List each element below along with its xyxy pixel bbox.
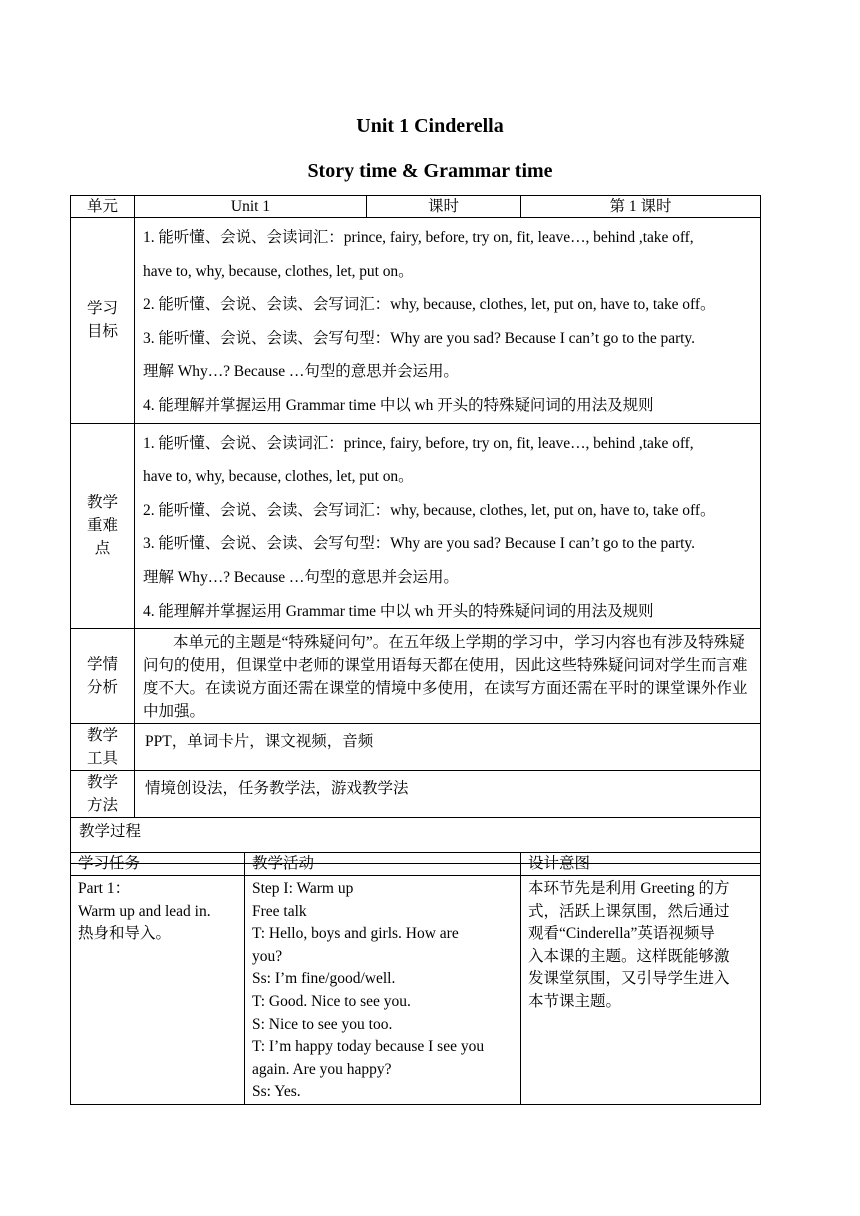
objectives-content: 1. 能听懂、会说、会读词汇：prince, fairy, before, try on, fit, leave…, behind ,take off, have to, why, because, clothes, let, put on。 2. 能听懂、会说、会读、会写词汇：why, because, clothes, let, put on, have to, take off。 3. 能听懂、会说、会读、会写句型：Why are you sad? Because I can’t go to the party. 理解 Why…? Because …句型的意思并会运用。 4. 能理解并掌握运用 Grammar time 中以 wh 开头的特殊疑问词的用法及规则: [135, 218, 761, 424]
period-label: 课时: [367, 196, 521, 218]
key-points-row: [71, 423, 761, 629]
unit-info-row: [71, 196, 761, 218]
tools-label: 教学 工具: [71, 724, 135, 771]
key-points-content: 1. 能听懂、会说、会读词汇：prince, fairy, before, try on, fit, leave…, behind ,take off, have to, why, because, clothes, let, put on。 2. 能听懂、会说、会读、会写词汇：why, because, clothes, let, put on, have to, take off。 3. 能听懂、会说、会读、会写句型：Why are you sad? Because I can’t go to the party. 理解 Why…? Because …句型的意思并会运用。 4. 能理解并掌握运用 Grammar time 中以 wh 开头的特殊疑问词的用法及规则: [135, 423, 761, 629]
period-value: 第 1 课时: [521, 196, 761, 218]
objectives-row: [71, 218, 761, 424]
tools-content: PPT，单词卡片，课文视频，音频: [135, 724, 761, 771]
header-intent: 设计意图: [521, 853, 761, 876]
unit-label: 单元: [71, 196, 135, 218]
process-label: 教学过程: [79, 823, 142, 841]
document-subtitle: Story time & Grammar time: [307, 160, 553, 182]
process-header-row: [71, 853, 761, 876]
objectives-label: 学习 目标: [71, 218, 135, 424]
tools-row: [71, 724, 761, 771]
methods-content: 情境创设法，任务教学法，游戏教学法: [135, 771, 761, 818]
analysis-label: 学情 分析: [71, 629, 135, 724]
document-title: Unit 1 Cinderella: [356, 115, 504, 137]
methods-row: [71, 771, 761, 818]
header-activity: 教学活动: [245, 853, 521, 876]
analysis-row: [71, 629, 761, 724]
lesson-plan-table: [70, 195, 760, 864]
activity-cell: Step I: Warm up Free talk T: Hello, boys and girls. How are you? Ss: I’m fine/good/well. T: Good. Nice to see you. S: Nice to see you too. T: I’m happy today because I see you again. Are you happy? Ss: Yes.: [245, 876, 521, 1105]
header-task: 学习任务: [71, 853, 245, 876]
process-table: [70, 852, 760, 1105]
intent-cell: 本环节先是利用 Greeting 的方 式，活跃上课氛围，然后通过 观看“Cinderella”英语视频导 入本课的主题。这样既能够激 发课堂氛围，又引导学生进入 本节课主题。: [521, 876, 761, 1105]
task-cell: Part 1： Warm up and lead in. 热身和导入。: [71, 876, 245, 1105]
key-points-label: 教学 重难 点: [71, 423, 135, 629]
analysis-content: 本单元的主题是“特殊疑问句”。在五年级上学期的学习中，学习内容也有涉及特殊疑问句的使用，但课堂中老师的课堂用语每天都在使用，因此这些特殊疑问词对学生而言难度不大。在读说方面还需在课堂的情境中多使用，在读写方面还需在平时的课堂课外作业中加强。: [135, 629, 761, 724]
process-body-row: [71, 876, 761, 1105]
unit-value: Unit 1: [135, 196, 367, 218]
methods-label: 教学 方法: [71, 771, 135, 818]
